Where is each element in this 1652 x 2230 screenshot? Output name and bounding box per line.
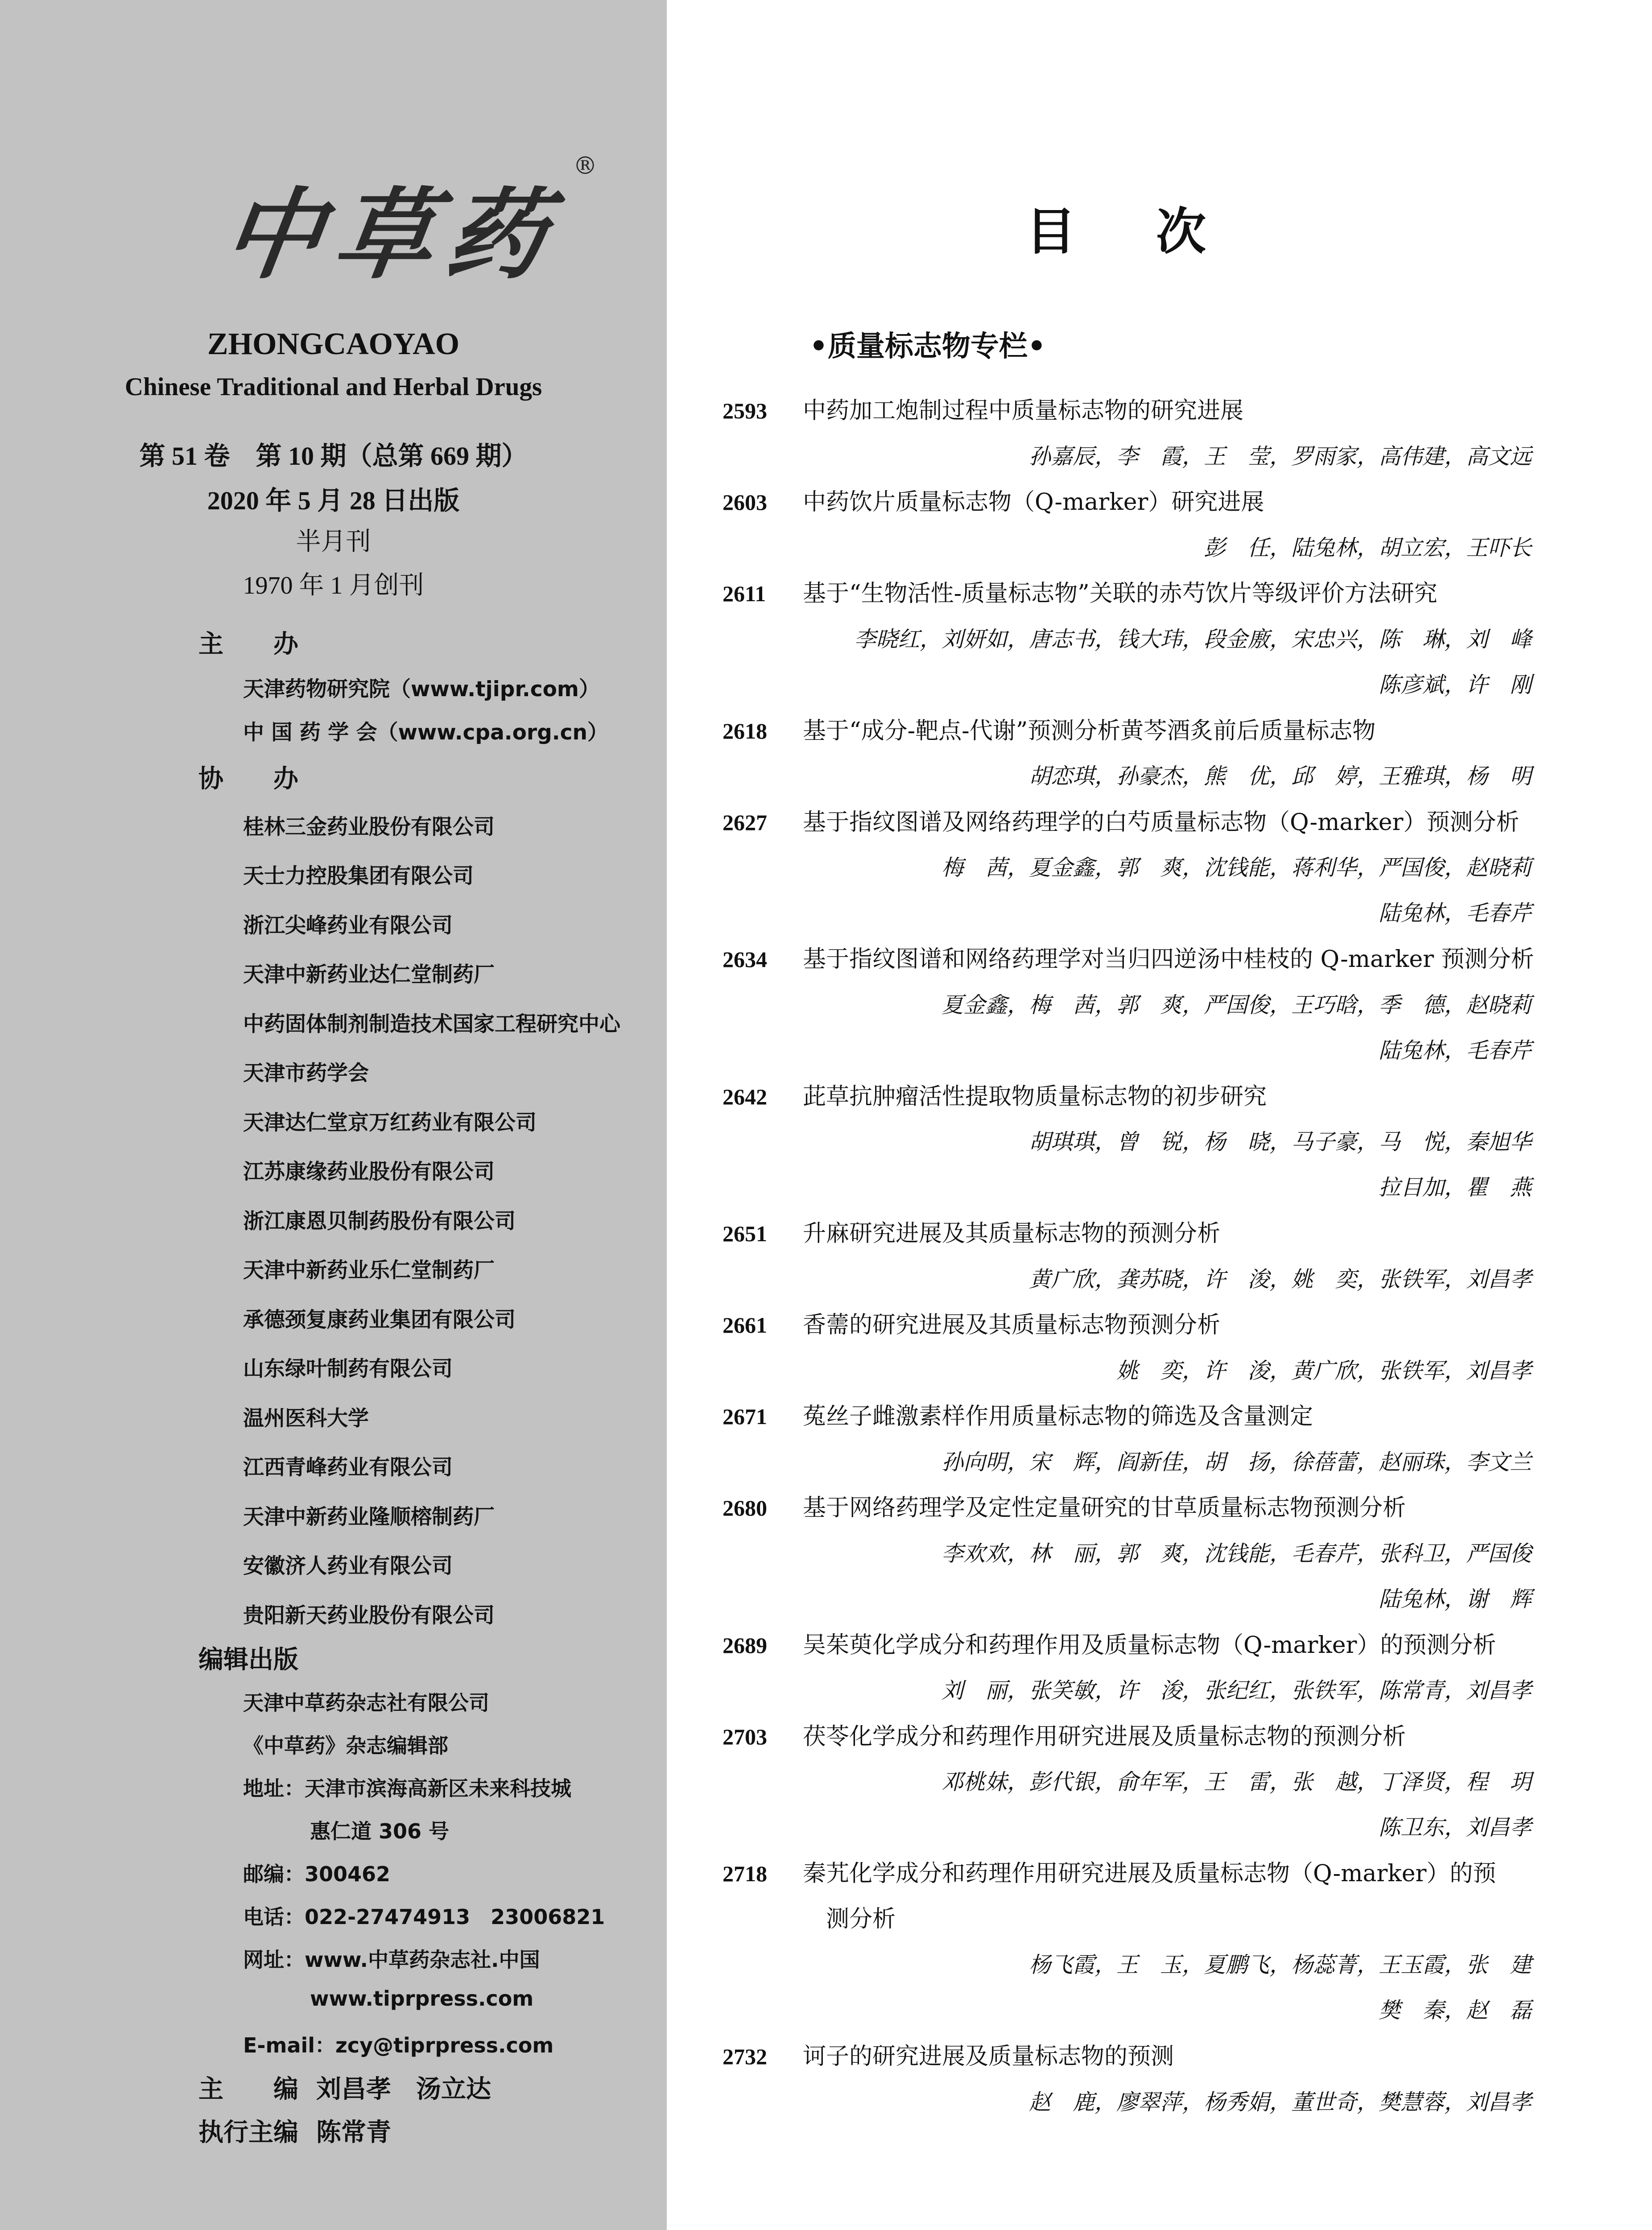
toc-authors-line: 夏金鑫，梅 茜，郭 爽，严国俊，王巧晗，季 德，赵晓莉	[941, 992, 1532, 1018]
toc-page-number[interactable]: 2718	[723, 1861, 767, 1886]
toc-authors	[800, 845, 1532, 936]
toc-authors	[800, 754, 1532, 799]
journal-pinyin-name: ZHONGCAOYAO	[207, 327, 460, 361]
toc-page-number[interactable]: 2642	[723, 1084, 767, 1109]
publisher-company: 天津中草药杂志社有限公司	[243, 1691, 489, 1715]
co-organizer-item: 天津市药学会	[243, 1061, 369, 1086]
toc-authors-line: 陈卫东，刘昌孝	[1378, 1815, 1532, 1840]
co-organizer-item: 安徽济人药业有限公司	[243, 1554, 453, 1578]
toc-authors-line: 樊 秦，赵 磊	[1378, 1998, 1532, 2023]
co-organizer-item: 浙江康恩贝制药股份有限公司	[243, 1209, 516, 1234]
toc-article-title[interactable]	[803, 708, 1534, 754]
toc-title-line: 中药加工炮制过程中质量标志物的研究进展	[803, 397, 1244, 424]
toc-title-line: 吴茱萸化学成分和药理作用及质量标志物（Q-marker）的预测分析	[803, 1631, 1496, 1659]
toc-authors-line: 陈彦斌，许 刚	[1378, 672, 1532, 698]
toc-authors	[800, 1531, 1532, 1622]
website-url[interactable]: 网址：www.中草药杂志社.中国	[243, 1948, 540, 1972]
website-url-2[interactable]: www.tiprpress.com	[310, 1986, 534, 2011]
masthead-sidebar	[0, 0, 667, 2230]
toc-article-title[interactable]	[803, 1394, 1534, 1439]
toc-authors	[800, 617, 1532, 708]
toc-article-title[interactable]	[803, 1211, 1534, 1256]
toc-authors-line: 赵 鹿，廖翠萍，杨秀娟，董世奇，樊慧蓉，刘昌孝	[1028, 2089, 1532, 2115]
toc-article-title[interactable]	[803, 388, 1534, 434]
address-line-2: 惠仁道 306 号	[310, 1819, 450, 1843]
publisher-heading: 编辑出版	[198, 1645, 298, 1674]
toc-article-title[interactable]	[803, 1714, 1534, 1759]
co-organizer-item: 中药固体制剂制造技术国家工程研究中心	[243, 1012, 620, 1037]
toc-authors-line: 梅 茜，夏金鑫，郭 爽，沈钱能，蒋利华，严国俊，赵晓莉	[941, 855, 1532, 880]
toc-page-number[interactable]: 2671	[723, 1404, 767, 1429]
toc-authors	[800, 983, 1532, 1074]
toc-authors-line: 李晓红，刘妍如，唐志书，钱大玮，段金廒，宋忠兴，陈 琳，刘 峰	[854, 626, 1532, 652]
volume-issue: 第 51 卷 第 10 期（总第 669 期）	[139, 442, 528, 471]
toc-authors-line: 胡恋琪，孙豪杰，熊 优，邱 婷，王雅琪，杨 明	[1028, 764, 1532, 789]
toc-title-line: 升麻研究进展及其质量标志物的预测分析	[803, 1220, 1221, 1247]
postcode: 邮编：300462	[243, 1862, 391, 1886]
co-organizer-item: 天士力控股集团有限公司	[243, 864, 474, 888]
website	[243, 1944, 540, 1973]
editor-names: 刘昌孝 汤立达	[316, 2075, 491, 2104]
toc-page-number[interactable]: 2603	[723, 490, 767, 515]
co-organizers-heading: 协 办	[198, 764, 298, 793]
toc-page-number[interactable]: 2618	[723, 718, 767, 743]
toc-article-title[interactable]	[803, 1074, 1534, 1119]
publication-date: 2020 年 5 月 28 日出版	[207, 486, 460, 515]
toc-authors-line: 孙向明，宋 辉，阎新佳，胡 扬，徐蓓蕾，赵丽珠，李文兰	[941, 1449, 1532, 1475]
executive-editor	[198, 2113, 391, 2148]
toc-authors	[800, 1440, 1532, 1485]
editor-label: 主 编	[198, 2075, 298, 2104]
toc-article-title[interactable]	[803, 937, 1534, 982]
toc-authors	[800, 525, 1532, 571]
registered-mark: ®	[573, 152, 597, 180]
co-organizer-item: 天津达仁堂京万红药业有限公司	[243, 1111, 537, 1135]
toc-title-line: 基于“生物活性-质量标志物”关联的赤芍饮片等级评价方法研究	[803, 580, 1437, 607]
toc-title-line: 基于指纹图谱和网络药理学对当归四逆汤中桂枝的 Q-marker 预测分析	[803, 946, 1534, 973]
co-organizer-item: 江苏康缘药业股份有限公司	[243, 1160, 495, 1184]
toc-authors	[800, 2080, 1532, 2125]
logo-calligraphy: 中草药	[216, 177, 567, 292]
co-organizer-item: 温州医科大学	[243, 1406, 369, 1431]
co-organizer-item: 天津中新药业隆顺榕制药厂	[243, 1505, 495, 1529]
toc-authors-line: 拉目加，瞿 燕	[1378, 1175, 1532, 1200]
co-organizer-item: 江西青峰药业有限公司	[243, 1455, 453, 1480]
co-organizer-item: 桂林三金药业股份有限公司	[243, 815, 495, 839]
toc-page-number[interactable]: 2680	[723, 1495, 767, 1520]
toc-title-line: 菟丝子雌激素样作用质量标志物的筛选及含量测定	[803, 1403, 1313, 1430]
co-organizer-item: 贵阳新天药业股份有限公司	[243, 1603, 495, 1628]
journal-logo	[216, 147, 597, 292]
toc-article-title[interactable]	[803, 1485, 1534, 1531]
toc-page-number[interactable]: 2661	[723, 1313, 767, 1338]
column-title: •质量标志物专栏•	[809, 330, 1046, 363]
toc-title-line: 秦艽化学成分和药理作用研究进展及质量标志物（Q-marker）的预	[803, 1860, 1496, 1887]
toc-title-line: 基于“成分-靶点-代谢”预测分析黄芩酒炙前后质量标志物	[803, 717, 1376, 744]
co-organizer-item: 山东绿叶制药有限公司	[243, 1357, 453, 1381]
co-organizer-item: 天津中新药业达仁堂制药厂	[243, 962, 495, 987]
founded-date: 1970 年 1 月创刊	[243, 572, 424, 599]
contents-title: 目次	[1026, 203, 1286, 261]
address-line: 地址：天津市滨海高新区未来科技城	[243, 1776, 571, 1801]
toc-authors-line: 杨飞霞，王 玉，夏鹏飞，杨蕊菁，王玉霞，张 建	[1028, 1952, 1532, 1978]
executive-editor-label: 执行主编	[198, 2118, 298, 2147]
toc-authors-line: 刘 丽，张笑敏，许 浚，张纪红，张铁军，陈常青，刘昌孝	[941, 1678, 1532, 1703]
toc-authors-line: 邓桃妹，彭代银，俞年军，王 雷，张 越，丁泽贤，程 玥	[941, 1769, 1532, 1795]
toc-authors-line: 黄广欣，龚苏晓，许 浚，姚 奕，张铁军，刘昌孝	[1028, 1266, 1532, 1292]
toc-page-number[interactable]: 2627	[723, 809, 767, 835]
toc-authors-line: 彭 任，陆兔林，胡立宏，王吓长	[1203, 535, 1532, 561]
toc-authors-line: 孙嘉辰，李 霞，王 莹，罗雨家，高伟建，高文远	[1028, 443, 1532, 469]
sponsor-item: 中 国 药 学 会（www.cpa.org.cn）	[243, 720, 608, 745]
toc-article-title[interactable]	[803, 479, 1534, 525]
toc-authors	[800, 1119, 1532, 1210]
toc-article-title[interactable]	[803, 2034, 1534, 2079]
toc-page-number[interactable]: 2634	[723, 947, 767, 972]
toc-title-line: 茯苓化学成分和药理作用研究进展及质量标志物的预测分析	[803, 1723, 1406, 1750]
co-organizer-item: 承德颈复康药业集团有限公司	[243, 1308, 516, 1332]
toc-title-line: 诃子的研究进展及质量标志物的预测	[803, 2043, 1174, 2070]
toc-title-line: 香薷的研究进展及其质量标志物预测分析	[803, 1312, 1221, 1338]
executive-editor-name: 陈常青	[316, 2118, 391, 2147]
toc-authors	[800, 1348, 1532, 1394]
toc-authors-line: 陆兔林，毛春芹	[1378, 1037, 1532, 1063]
email: E-mail：zcy@tiprpress.com	[243, 2033, 554, 2057]
telephone: 电话：022-27474913 23006821	[243, 1905, 605, 1929]
toc-title-line: 基于网络药理学及定性定量研究的甘草质量标志物预测分析	[803, 1495, 1406, 1521]
toc-article-title[interactable]	[803, 1851, 1534, 1942]
toc-page-number[interactable]: 2593	[723, 398, 767, 423]
toc-authors	[800, 1942, 1532, 2033]
toc-article-title[interactable]	[803, 1623, 1534, 1668]
publication-frequency: 半月刊	[296, 528, 371, 556]
toc-page-number[interactable]: 2689	[723, 1632, 767, 1658]
toc-article-title[interactable]	[803, 1302, 1534, 1348]
toc-page-number[interactable]: 2611	[723, 581, 766, 606]
toc-authors-line: 陆兔林，毛春芹	[1378, 900, 1532, 926]
toc-title-line: 基于指纹图谱及网络药理学的白芍质量标志物（Q-marker）预测分析	[803, 809, 1520, 836]
journal-english-name: Chinese Traditional and Herbal Drugs	[124, 373, 542, 401]
sponsors-heading: 主 办	[198, 630, 298, 659]
toc-article-title[interactable]	[803, 800, 1534, 845]
toc-page-number[interactable]: 2703	[723, 1724, 767, 1749]
toc-authors-line: 李欢欢，林 丽，郭 爽，沈钱能，毛春芹，张科卫，严国俊	[941, 1540, 1532, 1566]
toc-authors-line: 胡琪琪，曾 锐，杨 晓，马子豪，马 悦，秦旭华	[1028, 1129, 1532, 1155]
sponsor-item: 天津药物研究院（www.tjipr.com）	[243, 677, 600, 702]
toc-title-line: 中药饮片质量标志物（Q-marker）研究进展	[803, 489, 1264, 516]
toc-title-line: 测分析	[803, 1906, 896, 1933]
toc-authors-line: 姚 奕，许 浚，黄广欣，张铁军，刘昌孝	[1116, 1358, 1532, 1383]
toc-authors	[800, 1759, 1532, 1850]
co-organizer-item: 浙江尖峰药业有限公司	[243, 913, 453, 938]
website-2	[310, 1986, 533, 2011]
toc-authors	[800, 434, 1532, 479]
toc-title-line: 茈草抗肿瘤活性提取物质量标志物的初步研究	[803, 1083, 1267, 1110]
editor-in-chief	[198, 2069, 491, 2105]
toc-authors	[800, 1257, 1532, 1302]
toc-page-number[interactable]: 2732	[723, 2044, 767, 2069]
co-organizer-item: 天津中新药业乐仁堂制药厂	[243, 1258, 495, 1283]
toc-authors	[800, 1668, 1532, 1714]
toc-page-number[interactable]: 2651	[723, 1221, 767, 1246]
toc-authors-line: 陆兔林，谢 辉	[1378, 1586, 1532, 1612]
editorial-office: 《中草药》杂志编辑部	[243, 1734, 448, 1758]
toc-article-title[interactable]	[803, 571, 1534, 616]
